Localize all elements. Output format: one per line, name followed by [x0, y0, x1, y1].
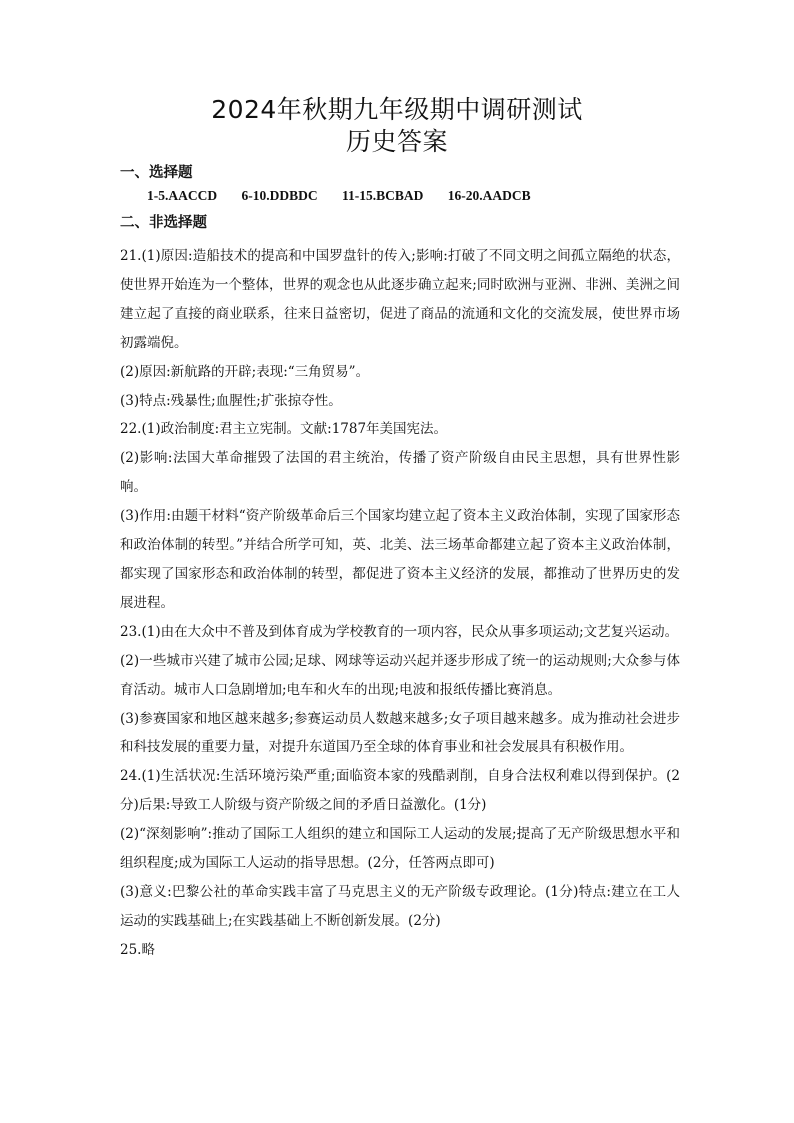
answer-paragraph: 22.(1)政治制度:君主立宪制。文献:1787年美国宪法。: [120, 421, 448, 438]
answer-paragraph: (3)特点:残暴性;血腥性;扩张掠夺性。: [120, 392, 342, 409]
choice-answer-group: 1-5.AACCD: [147, 188, 218, 203]
answer-paragraph: (2)影响:法国大革命摧毁了法国的君主统治，传播了资产阶级自由民主思想，具有世界性影响。: [120, 450, 680, 496]
choice-answer-group: 11-15.BCBAD: [342, 188, 424, 203]
answer-paragraph: (3)参赛国家和地区越来越多;参赛运动员人数越来越多;女子项目越来越多。成为推动社会进步和科技发展的重要力量，对提升东道国乃至全球的体育事业和社会发展具有积极作用。: [120, 710, 680, 756]
answer-paragraph: (2)“深刻影响”:推动了国际工人组织的建立和国际工人运动的发展;提高了无产阶级思想水平和组织程度;成为国际工人运动的指导思想。(2分，任答两点即可): [120, 826, 680, 872]
section-heading-choice: 一、选择题: [120, 165, 193, 181]
answer-paragraph: (3)作用:由题干材料“资产阶级革命后三个国家均建立起了资本主义政治体制，实现了国家形态和政治体制的转型。”并结合所学可知，英、北美、法三场革命都建立起了资本主义政治体制，都实现了国家形态和政治体制的转型，都促进了资本主义经济的发展，都推动了世界历史的发展进程。: [120, 508, 680, 611]
page-title: 2024年秋期九年级期中调研测试: [211, 95, 583, 124]
answer-paragraph: 24.(1)生活状况:生活环境污染严重;面临资本家的残酷剥削，自身合法权利难以得到保护。(2分)后果:导致工人阶级与资产阶级之间的矛盾日益激化。(1分): [120, 768, 680, 814]
choice-answers-row: [147, 187, 552, 205]
choice-answer-group: 6-10.DDBDC: [241, 188, 318, 203]
answer-paragraph: (2)原因:新航路的开辟;表现:“三角贸易”。: [120, 363, 370, 380]
choice-answer-group: 16-20.AADCB: [447, 188, 531, 203]
answer-paragraph: 21.(1)原因:造船技术的提高和中国罗盘针的传入;影响:打破了不同文明之间孤立隔绝的状态，使世界开始连为一个整体，世界的观念也从此逐步确立起来;同时欧洲与亚洲、非洲、美洲之间建立起了直接的商业联系，往来日益密切，促进了商品的流通和文化的交流发展，使世界市场初露端倪。: [120, 248, 680, 351]
page-subtitle: 历史答案: [345, 127, 448, 156]
section-heading-nonchoice: 二、非选择题: [120, 215, 207, 231]
answer-paragraph: (3)意义:巴黎公社的革命实践丰富了马克思主义的无产阶级专政理论。(1分)特点:建立在工人运动的实践基础上;在实践基础上不断创新发展。(2分): [120, 883, 680, 929]
answer-paragraph: (2)一些城市兴建了城市公园;足球、网球等运动兴起并逐步形成了统一的运动规则;大众参与体育活动。城市人口急剧增加;电车和火车的出现;电波和报纸传播比赛消息。: [120, 652, 680, 698]
answer-paragraph: 23.(1)由在大众中不普及到体育成为学校教育的一项内容，民众从事多项运动;文艺复兴运动。: [120, 623, 679, 640]
answer-paragraph: 25.略: [120, 941, 155, 958]
answer-body: [120, 242, 680, 965]
